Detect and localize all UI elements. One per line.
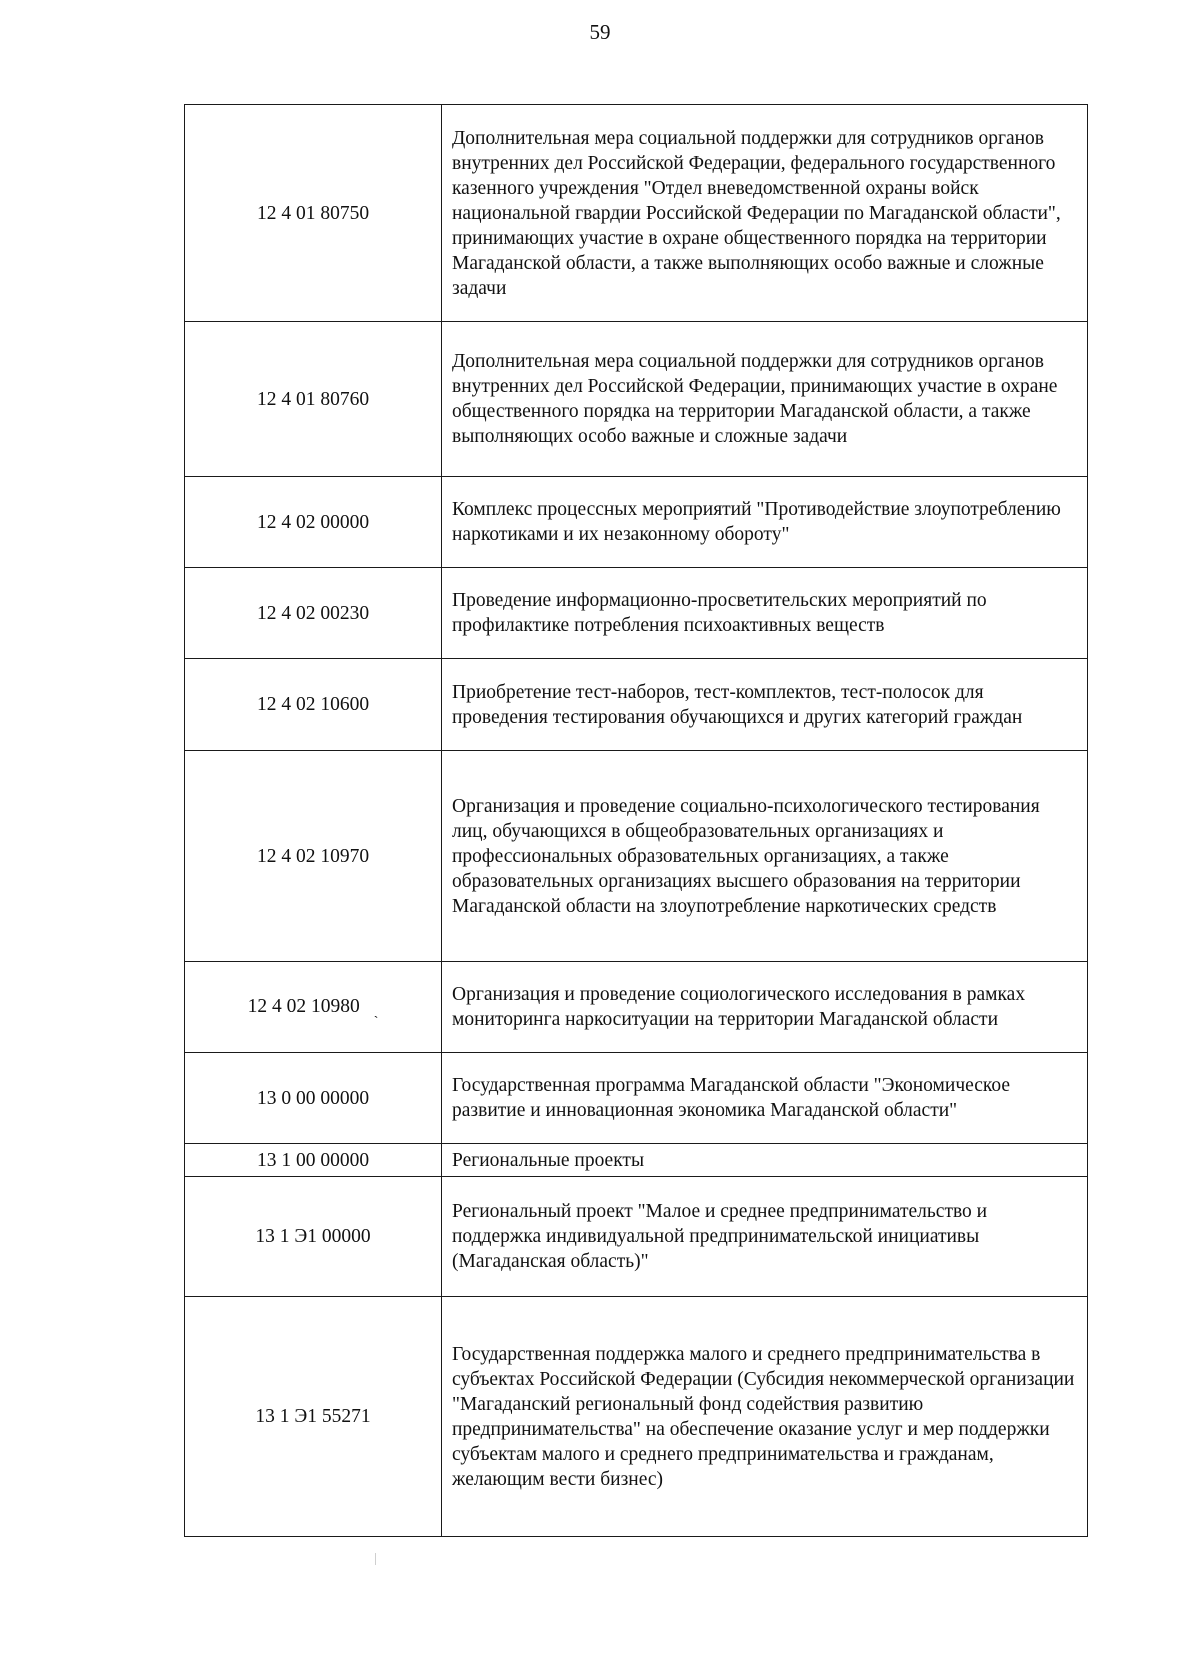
row-description: Приобретение тест-наборов, тест-комплектов, тест-полосок для проведения тестирования обучающихся и других категорий граждан xyxy=(442,659,1088,751)
table-row xyxy=(185,1177,1088,1297)
row-description: Дополнительная мера социальной поддержки для сотрудников органов внутренних дел Российской Федерации, принимающих участие в охране общественного порядка на территории Магаданской области, а также выполняющих особо важные и сложные задачи xyxy=(442,322,1088,477)
row-description: Региональный проект "Малое и среднее предпринимательство и поддержка индивидуальной предпринимательской инициативы (Магаданская область)" xyxy=(442,1177,1088,1297)
row-code: 12 4 02 00230 xyxy=(185,568,442,659)
table-row xyxy=(185,659,1088,751)
table-row xyxy=(185,477,1088,568)
row-description: Государственная программа Магаданской области "Экономическое развитие и инновационная экономика Магаданской области" xyxy=(442,1053,1088,1144)
row-code: 13 1 00 00000 xyxy=(185,1144,442,1177)
table-row xyxy=(185,1144,1088,1177)
row-description: Организация и проведение социально-психологического тестирования лиц, обучающихся в общеобразовательных организациях и профессиональных образовательных организациях, а также образовательных организациях высшего образования на территории Магаданской области на злоупотребление наркотических средств xyxy=(442,751,1088,962)
table-row xyxy=(185,1297,1088,1537)
page-number: 59 xyxy=(589,20,611,44)
row-description: Дополнительная мера социальной поддержки для сотрудников органов внутренних дел Российской Федерации, федерального государственного казенного учреждения "Отдел вневедомственной охраны войск национальной гвардии Российской Федерации по Магаданской области", принимающих участие в охране общественного порядка на территории Магаданской области, а также выполняющих особо важные и сложные задачи xyxy=(442,105,1088,322)
row-code: 12 4 02 10600 xyxy=(185,659,442,751)
scan-artifact-line xyxy=(375,1553,376,1565)
row-description: Организация и проведение социологического исследования в рамках мониторинга наркоситуации на территории Магаданской области xyxy=(442,962,1088,1053)
row-code: 13 1 Э1 55271 xyxy=(185,1297,442,1537)
row-code: 12 4 02 00000 xyxy=(185,477,442,568)
table-row xyxy=(185,105,1088,322)
row-description: Комплекс процессных мероприятий "Противодействие злоупотреблению наркотиками и их незаконному обороту" xyxy=(442,477,1088,568)
row-code: 12 4 02 10970 xyxy=(185,751,442,962)
row-code: 12 4 02 10980 xyxy=(247,995,360,1017)
row-code: 12 4 01 80750 xyxy=(185,105,442,322)
table-row xyxy=(185,751,1088,962)
table-row xyxy=(185,568,1088,659)
table-row xyxy=(185,962,1088,1053)
table-row xyxy=(185,1053,1088,1144)
table-row xyxy=(185,322,1088,477)
scan-mark: ˎ xyxy=(373,1003,379,1019)
row-description: Региональные проекты xyxy=(442,1144,1088,1177)
row-description: Проведение информационно-просветительских мероприятий по профилактике потребления психоактивных веществ xyxy=(442,568,1088,659)
row-code: 13 1 Э1 00000 xyxy=(185,1177,442,1297)
budget-classification-table xyxy=(184,104,1088,1537)
row-code: 13 0 00 00000 xyxy=(185,1053,442,1144)
row-description: Государственная поддержка малого и среднего предпринимательства в субъектах Российской Федерации (Субсидия некоммерческой организации "Магаданский региональный фонд содействия развитию предпринимательства" на обеспечение оказание услуг и мер поддержки субъектам малого и среднего предпринимательства и гражданам, желающим вести бизнес) xyxy=(442,1297,1088,1537)
row-code-cell xyxy=(185,962,442,1053)
row-code: 12 4 01 80760 xyxy=(185,322,442,477)
